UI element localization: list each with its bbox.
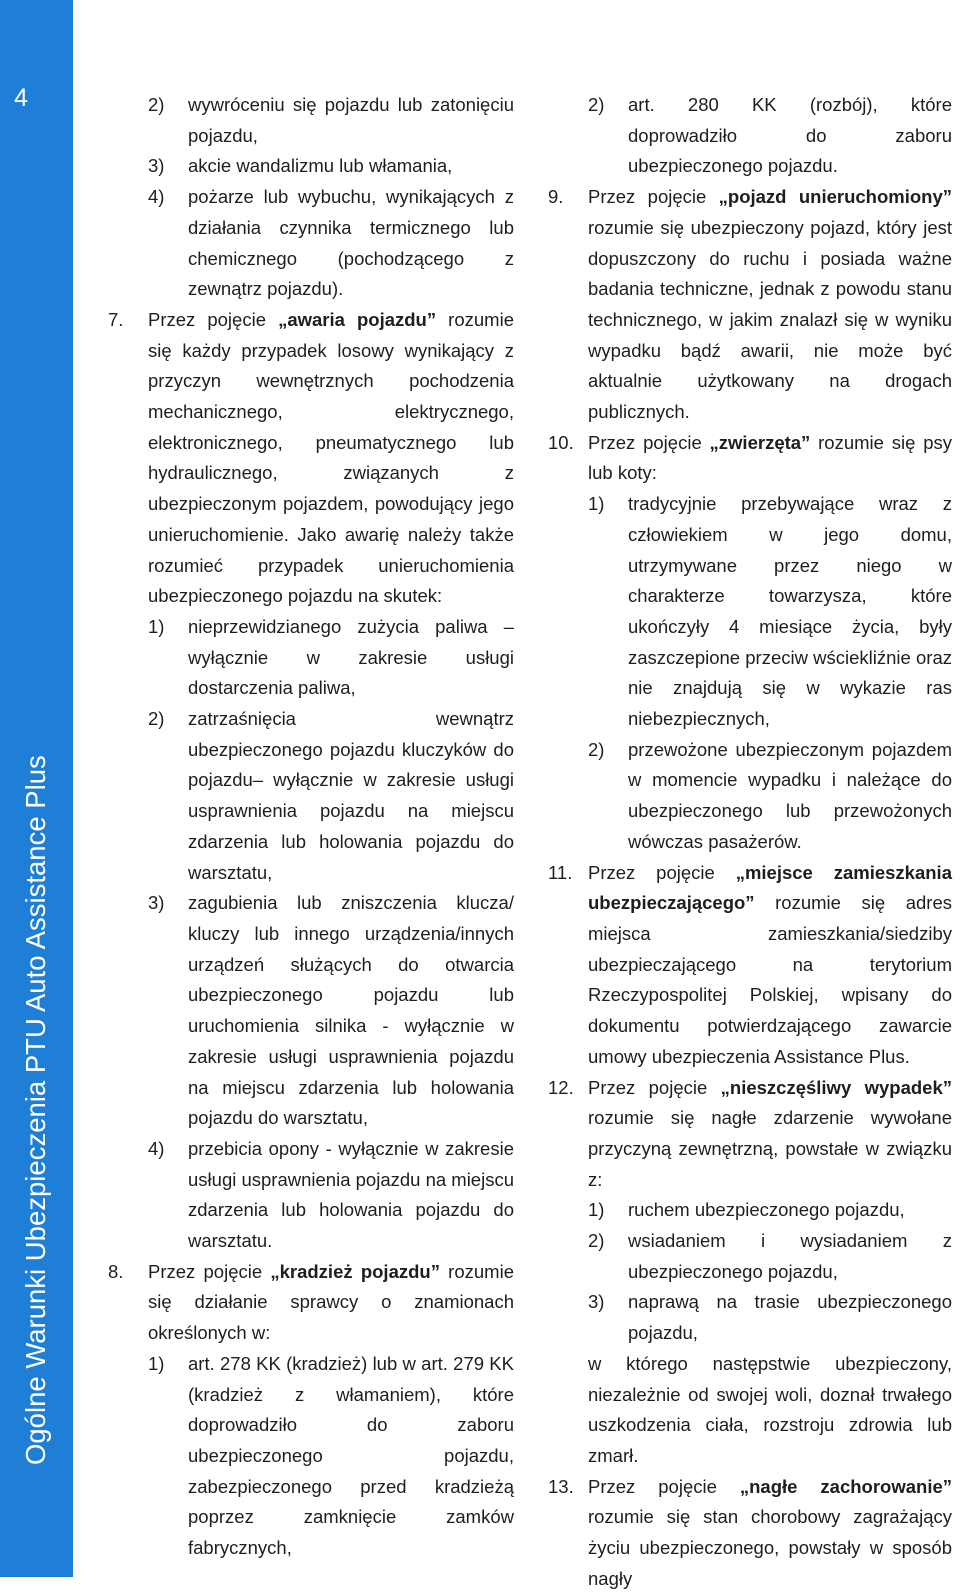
definition-12: 12. Przez pojęcie „nieszczęśliwy wypadek” rozumie się nagłe zdarzenie wywołane przyczyną zewnętrzną, powstałe w związku z: bbox=[548, 1076, 952, 1190]
right-column bbox=[548, 90, 952, 1594]
term: „nagłe zachorowanie” bbox=[739, 1475, 953, 1497]
definition-13: 13. Przez pojęcie „nagłe zachorowanie” rozumie się stan chorobowy zagrażający życiu ubezpieczonego, powstały w sposób nagły bbox=[548, 1475, 953, 1589]
list-item: 2) przewożone ubezpieczonym pojazdem w momencie wypadku i należące do ubezpieczonego lub przewożonych wówczas pasażerów. bbox=[588, 738, 952, 852]
list-item: 2) wywróceniu się pojazdu lub zatonięciu pojazdu, bbox=[148, 94, 514, 146]
list-item: 2) wsiadaniem i wysiadaniem z ubezpieczonego pojazdu, bbox=[588, 1230, 952, 1282]
sidebar bbox=[0, 0, 73, 1577]
definition-7: 7. Przez pojęcie „awaria pojazdu” rozumie się każdy przypadek losowy wynikający z przyczyn wewnętrznych pochodzenia mechanicznego, elektrycznego, elektronicznego, pneumatycznego lub hydraulicznego, związanych z ubezpieczonym pojazdem, powodujący jego unieruchomienie. Jako awarię należy także rozumieć przypadek unieruchomienia ubezpieczonego pojazdu na skutek: bbox=[108, 308, 514, 607]
list-item: 3) naprawą na trasie ubezpieczonego pojazdu, bbox=[588, 1291, 952, 1344]
left-column bbox=[108, 90, 514, 1564]
list-item: 4) pożarze lub wybuchu, wynikających z działania czynnika termicznego lub chemicznego (pochodzącego z zewnątrz pojazdu). bbox=[148, 186, 514, 300]
list-item: 4) przebicia opony - wyłącznie w zakresie usługi usprawnienia pojazdu na miejscu zdarzenia lub holowania pojazdu do warsztatu. bbox=[148, 1137, 514, 1252]
list-item: 2) zatrzaśnięcia wewnątrz ubezpieczonego pojazdu kluczyków do pojazdu– wyłącznie w zakresie usługi usprawnienia pojazdu na miejscu zdarzenia lub holowania pojazdu do warsztatu, bbox=[148, 708, 514, 883]
document-title: Ogólne Warunki Ubezpieczenia PTU Auto Assistance Plus bbox=[20, 755, 51, 1465]
list-item: 1) nieprzewidzianego zużycia paliwa – wyłącznie w zakresie usługi dostarczenia paliwa, bbox=[148, 615, 514, 699]
term: „nieszczęśliwy wypadek” bbox=[720, 1076, 952, 1098]
list-item: 3) akcie wandalizmu lub włamania, bbox=[148, 155, 453, 177]
list-item: 1) tradycyjnie przebywające wraz z człowiekiem w jego domu, utrzymywane przez niego w charakterze towarzysza, które ukończyły 4 miesiące życia, były zaszczepione przeciw wściekliźnie oraz nie znajdują się w wykazie ras niebezpiecznych, bbox=[588, 493, 952, 730]
list-item: 3) zagubienia lub zniszczenia klucza/ kluczy lub innego urządzenia/innych urządzeń służących do otwarcia ubezpieczonego pojazdu lub uruchomienia silnika - wyłącznie w zakresie usługi usprawnienia pojazdu na miejscu zdarzenia lub holowania pojazdu do warsztatu, bbox=[148, 892, 514, 1129]
term: „awaria pojazdu” bbox=[278, 308, 437, 330]
list-item: 1) art. 278 KK (kradzież) lub w art. 279 KK (kradzież z włamaniem), które doprowadziło do zaboru ubezpieczonego pojazdu, zabezpieczonego przed kradzieżą poprzez zamknięcie zamków fabrycznych, bbox=[148, 1352, 514, 1559]
term: „zwierzęta” bbox=[709, 431, 811, 453]
term: „miejsce zamieszkania ubezpieczającego” bbox=[588, 861, 952, 914]
definition-10: 10. Przez pojęcie „zwierzęta” rozumie się psy lub koty: bbox=[548, 431, 952, 484]
definition-12-tail: w którego następstwie ubezpieczony, niezależnie od swojej woli, doznał trwałego uszkodzenia ciała, rozstroju zdrowia lub zmarł. bbox=[588, 1352, 952, 1466]
list-item: 1) ruchem ubezpieczonego pojazdu, bbox=[588, 1199, 905, 1221]
term: „kradzież pojazdu” bbox=[270, 1260, 440, 1282]
definition-9: 9. Przez pojęcie „pojazd unieruchomiony” rozumie się ubezpieczony pojazd, który jest dopuszczony do ruchu i posiada ważne badania techniczne, jednak z powodu stanu technicznego, w jakim znalazł się w wyniku wypadku bądź awarii, nie może być aktualnie użytkowany na drogach publicznych. bbox=[548, 186, 952, 423]
list-item: 2) art. 280 KK (rozbój), które doprowadziło do zaboru ubezpieczonego pojazdu. bbox=[588, 94, 952, 177]
definition-8: 8. Przez pojęcie „kradzież pojazdu” rozumie się działanie sprawcy o znamionach określonych w: bbox=[108, 1260, 514, 1344]
page-number: 4 bbox=[14, 84, 28, 112]
definition-11: 11. Przez pojęcie „miejsce zamieszkania ubezpieczającego” rozumie się adres miejsca zamieszkania/siedziby ubezpieczającego na terytorium Rzeczypospolitej Polskiej, wpisany do dokumentu potwierdzającego zawarcie umowy ubezpieczenia Assistance Plus. bbox=[548, 861, 952, 1067]
term: „pojazd unieruchomiony” bbox=[718, 186, 952, 208]
